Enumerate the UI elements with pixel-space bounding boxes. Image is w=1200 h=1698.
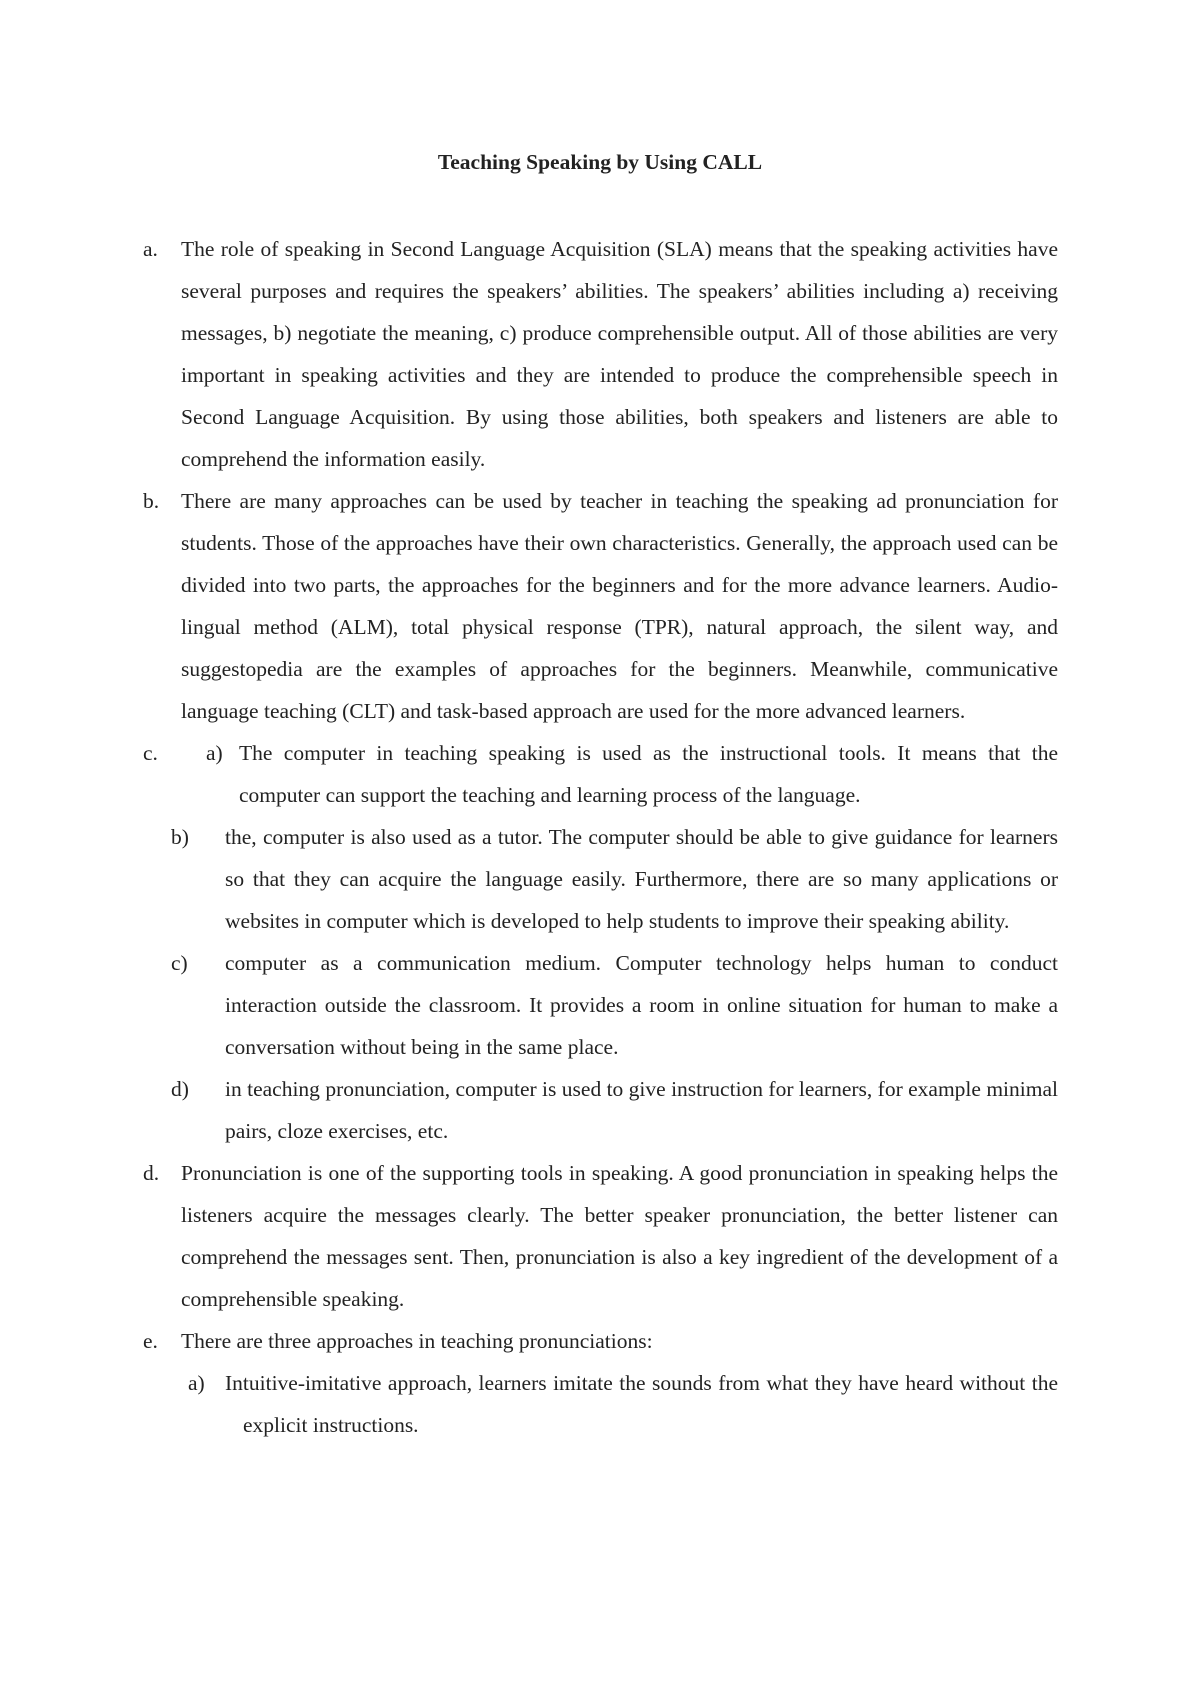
list-marker: a. [143,237,158,261]
list-item-d [143,1152,1058,1320]
sub-item-text: the, computer is also used as a tutor. The computer should be able to give guidance for learners so that they can acquire the language easily. Furthermore, there are so many applications or websites in computer which is developed to help students to improve their speaking ability. [225,825,1058,933]
list-marker: b. [143,489,160,513]
list-item-a [143,228,1058,480]
list-marker: c. [143,741,158,765]
sub-marker: c) [171,951,188,975]
sub-marker: a) [206,741,223,765]
sub-marker: d) [171,1077,189,1101]
list-item-text: The role of speaking in Second Language Acquisition (SLA) means that the speaking activities have several purposes and requires the speakers’ abilities. The speakers’ abilities including a) receiving messages, b) negotiate the meaning, c) produce comprehensible output. All of those abilities are very important in speaking activities and they are intended to produce the comprehensible speech in Second Language Acquisition. By using those abilities, both speakers and listeners are able to comprehend the information easily. [181,237,1058,471]
sub-item-text: computer as a communication medium. Computer technology helps human to conduct interaction outside the classroom. It provides a room in online situation for human to make a conversation without being in the same place. [225,951,1058,1059]
sub-item-e-a [143,1362,1058,1446]
list-item-text: There are three approaches in teaching pronunciations: [181,1329,653,1353]
sub-item-text: in teaching pronunciation, computer is used to give instruction for learners, for example minimal pairs, cloze exercises, etc. [225,1077,1058,1143]
sub-item-c-a [206,732,1058,816]
list-marker: d. [143,1161,160,1185]
list-marker: e. [143,1329,158,1353]
list-item-e [143,1320,1058,1362]
list-item-b [143,480,1058,732]
sub-item-text-wrap [206,732,1058,816]
sub-item-c-d [143,1068,1058,1152]
sub-item-c-b [143,816,1058,942]
sub-marker: a) [188,1371,205,1395]
list-item-text: There are many approaches can be used by teacher in teaching the speaking ad pronunciation for students. Those of the approaches have their own characteristics. Generally, the approach used can be divided into two parts, the approaches for the beginners and for the more advance learners. Audio-lingual method (ALM), total physical response (TPR), natural approach, the silent way, and suggestopedia are the examples of approaches for the beginners. Meanwhile, communicative language teaching (CLT) and task-based approach are used for the more advanced learners. [181,489,1058,723]
sub-item-text-inner: Intuitive-imitative approach, learners imitate the sounds from what they have heard without the explicit instructions. [225,1371,1058,1437]
list-item-text: Pronunciation is one of the supporting tools in speaking. A good pronunciation in speaking helps the listeners acquire the messages clearly. The better speaker pronunciation, the better listener can comprehend the messages sent. Then, pronunciation is also a key ingredient of the development of a comprehensible speaking. [181,1161,1058,1311]
document-title: Teaching Speaking by Using CALL [437,150,763,174]
outline-list [143,228,1058,1446]
sub-item-c-c [143,942,1058,1068]
sub-item-text: The computer in teaching speaking is used as the instructional tools. It means that the computer can support the teaching and learning process of the language. [239,741,1058,807]
sub-item-text [225,1362,1058,1446]
list-item-c [143,732,1058,816]
sub-marker: b) [171,825,189,849]
